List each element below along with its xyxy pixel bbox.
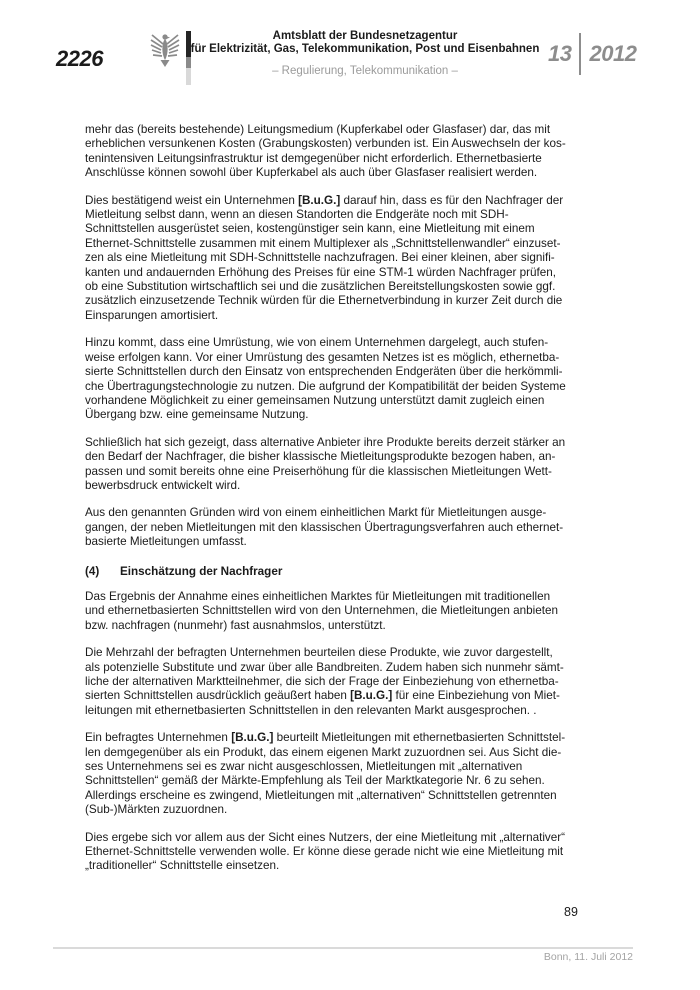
text-segment: passen und somit bereits ohne eine Preiserhöhung für die klassischen Mietleitungen Wett-	[85, 464, 552, 478]
text-segment: zen als eine Mietleitung mit SDH-Schnittstelle nachzufragen. Bei einer kleinen, aber signifi-	[85, 251, 555, 265]
text-segment: zusätzlich einzusetzende Technik würden für die Ethernetverbindung in kurzer Zeit durch die	[85, 294, 563, 308]
text-segment: Ethernet-Schnittstelle verwenden wolle. Er könne diese gerade nicht wie eine Mietleitung mit	[85, 845, 564, 859]
text-segment: Übergang bzw. eine gemeinsame Nutzung.	[85, 408, 309, 422]
text-segment: für eine Einbeziehung von Miet-	[392, 689, 560, 703]
text-segment: ses Unternehmens sei es zwar nicht ausgeschlossen, Mietleitungen mit „alternativen	[85, 760, 523, 774]
text-segment: leitungen mit ethernetbasierten Schnittstellen in den relevanten Markt ausgesprochen. .	[85, 703, 537, 717]
text-segment: Die Mehrzahl der befragten Unternehmen beurteilen diese Produkte, wie zuvor dargestellt,	[85, 646, 553, 660]
text-segment: Dies bestätigend weist ein Unternehmen	[85, 193, 299, 207]
text-segment: tenintensiven Leitungsinfrastruktur ist demgegenüber nicht erforderlich. Ethernetbasierte	[85, 151, 542, 165]
redacted-company-ref: [B.u.G.]	[231, 731, 274, 745]
issue-number: 13	[548, 41, 572, 66]
footer-rule	[53, 947, 633, 949]
text-segment: Schnittstellen ausgerüstet seien, kostengünstiger sein kann, eine Mietleitung mit einem	[85, 222, 535, 236]
text-segment: mehr das (bereits bestehende) Leitungsmedium (Kupferkabel oder Glasfaser) dar, das mit	[85, 123, 551, 136]
text-segment: Einsparungen amortisiert.	[85, 308, 219, 322]
text-segment: Hinzu kommt, dass eine Umrüstung, wie von einem Unternehmen dargelegt, auch stufen-	[85, 336, 549, 350]
text-segment: Ein befragtes Unternehmen	[85, 731, 232, 745]
text-segment: „traditioneller“ Schnittstelle einsetzen.	[85, 859, 280, 873]
text-segment: Aus den genannten Gründen wird von einem einheitlichen Markt für Mietleitungen ausge-	[85, 506, 547, 520]
paragraph	[85, 731, 645, 817]
redacted-company-ref: [B.u.G.]	[350, 689, 393, 703]
text-segment: den Bedarf der Nachfrager, die bisher klassische Mietleitungsprodukte bezogen haben, an-	[85, 450, 556, 464]
text-segment: Dies ergebe sich vor allem aus der Sicht eines Nutzers, der eine Mietleitung mit „alternativer“	[85, 830, 566, 844]
page-code: 2226	[56, 46, 103, 71]
document-body	[85, 123, 645, 887]
text-segment: len demgegenüber als ein Produkt, das einem eigenen Markt zuzuordnen sei. Aus Sicht die-	[85, 745, 562, 759]
masthead-title-line1: Amtsblatt der Bundesnetzagentur	[272, 30, 458, 42]
text-segment: liche der alternativen Marktteilnehmer, die sich der Frage der Einbeziehung von ethernetba-	[85, 675, 559, 688]
text-segment: bzw. nachfragen (nunmehr) fast ausnahmslos, unterstützt.	[85, 618, 386, 632]
text-segment: Allerdings erscheine es zwingend, Mietleitungen mit „alternativen“ Schnittstellen getrennten	[85, 788, 557, 802]
paragraph	[85, 506, 645, 549]
paragraph	[85, 123, 645, 181]
text-segment: ob eine Substitution wirtschaftlich sei und die zusätzlichen Bereitstellungskosten sowie ggf.	[85, 280, 556, 294]
text-segment: che Übertragungstechnologie zu nutzen. Die aufgrund der Kompatibilität der beiden Systeme	[85, 379, 566, 393]
text-segment: und ethernetbasierten Schnittstellen wird von den Unternehmen, die Mietleitungen anbieten	[85, 604, 559, 618]
masthead	[185, 30, 545, 77]
text-segment: Schnittstellen“ gemäß der Märkte-Empfehlung als Teil der Marktkategorie Nr. 6 zu sehen.	[85, 774, 545, 788]
heading-number: (4)	[85, 564, 100, 578]
paragraph	[85, 194, 645, 324]
text-segment: beurteilt Mietleitungen mit ethernetbasierten Schnittstel-	[273, 731, 566, 745]
text-segment: sierten Schnittstellen ausdrücklich geäußert haben	[85, 689, 351, 703]
heading-text: Einschätzung der Nachfrager	[120, 564, 283, 578]
paragraph	[85, 336, 645, 422]
text-segment: Das Ergebnis der Annahme eines einheitlichen Marktes für Mietleitungen mit traditionellen	[85, 589, 551, 603]
federal-eagle-icon	[149, 29, 181, 75]
issue-block	[548, 33, 636, 75]
text-segment: vorhandene Möglichkeit zu einer gemeinsamen Nutzung unterstützt damit zugleich einen	[85, 393, 545, 407]
text-segment: Mietleitung selbst dann, wenn an diesen Standorten die Endgeräte noch mit SDH-	[85, 208, 509, 222]
paragraph	[85, 646, 645, 718]
text-segment: basierte Mietleitungen umfasst.	[85, 535, 247, 549]
masthead-title-line2: für Elektrizität, Gas, Telekommunikation, Post und Eisenbahnen	[190, 43, 540, 55]
text-segment: Anschlüsse können sowohl über Kupferkabel als auch über Glasfaser realisiert werden.	[85, 166, 538, 180]
text-segment: Schließlich hat sich gezeigt, dass alternative Anbieter ihre Produkte bereits derzeit stärker an	[85, 435, 566, 449]
paragraph	[85, 831, 645, 874]
text-segment: Ethernet-Schnittstelle zusammen mit einem Multiplexer als „Schnittstellenwandler“ einzuset-	[85, 236, 561, 250]
footer-date: Bonn, 11. Juli 2012	[543, 951, 633, 963]
issue-year: 2012	[589, 41, 637, 66]
text-segment: darauf hin, dass es für den Nachfrager der	[340, 193, 564, 207]
paragraph	[85, 590, 645, 633]
text-segment: bewerbsdruck entwickelt wird.	[85, 478, 241, 492]
page-number: 89	[564, 905, 578, 919]
masthead-subtitle: – Regulierung, Telekommunikation –	[272, 65, 458, 77]
text-segment: (Sub-)Märkten zuzuordnen.	[85, 803, 228, 817]
text-segment: als potenzielle Substitute und zwar über alle Bandbreiten. Zudem haben sich nunmehr sämt-	[85, 660, 564, 674]
text-segment: gangen, der neben Mietleitungen mit den klassischen Übertragungsverfahren auch ethernet-	[85, 520, 564, 534]
text-segment: sierte Schnittstellen durch den Einsatz von entsprechenden Endgeräten über die herkömmli-	[85, 365, 563, 379]
section-heading	[85, 565, 645, 579]
text-segment: kanten und andauernden Erhöhung des Preises für eine STM-1 würden Nachfrager prüfen,	[85, 265, 557, 279]
issue-divider	[579, 33, 581, 75]
redacted-company-ref: [B.u.G.]	[298, 193, 341, 207]
text-segment: erheblichen versunkenen Kosten (Grabungskosten) verbunden ist. Ein Auswechseln der kos-	[85, 137, 566, 151]
text-segment: weise erfolgen kann. Vor einer Umrüstung des gesamten Netzes ist es möglich, ethernetba-	[85, 350, 560, 364]
paragraph	[85, 436, 645, 494]
